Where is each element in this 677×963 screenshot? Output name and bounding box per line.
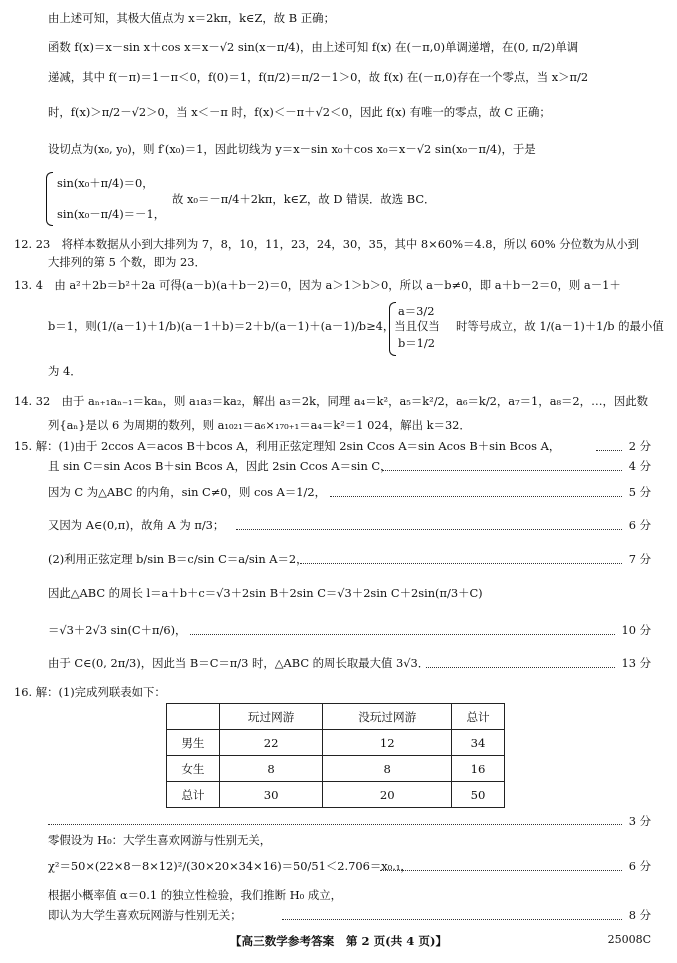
text-line: b＝1/2 <box>398 336 436 350</box>
text-line: 时等号成立，故 1/(a－1)＋1/b 的最小值 <box>456 319 664 333</box>
text-line: 零假设为 H₀：大学生喜欢网游与性别无关， <box>48 833 272 847</box>
table-cell: 20 <box>323 782 452 808</box>
text-line: 又因为 A∈(0,π)，故角 A 为 π/3； <box>48 518 225 532</box>
table-row <box>167 782 505 808</box>
table-cell: 16 <box>452 756 505 782</box>
brace <box>46 172 53 226</box>
answer-12: 12. 23 将样本数据从小到大排列为 7，8，10，11，23，24，30，35，其中 8×60%＝4.8，所以 60% 分位数为从小到 <box>14 237 639 251</box>
leader-dots <box>596 450 622 451</box>
table-cell: 30 <box>219 782 322 808</box>
table-cell: 22 <box>219 730 322 756</box>
text-line: b＝1，则(1/(a－1)＋1/b)(a－1＋b)＝2＋b/(a－1)＋(a－1)/b≥4，当且仅当 <box>48 319 440 333</box>
score: 8 分 <box>628 908 651 922</box>
score: 5 分 <box>628 485 651 499</box>
leader-dots <box>48 824 622 825</box>
text-line: 设切点为(x₀, y₀)，则 f′(x₀)＝1，因此切线为 y＝x－sin x₀＋cos x₀＝x－√2 sin(x₀－π/4)，于是 <box>48 142 536 156</box>
score: 4 分 <box>628 459 651 473</box>
brace <box>389 302 396 356</box>
score: 13 分 <box>621 656 651 670</box>
text-line: sin(x₀－π/4)＝－1， <box>57 207 166 221</box>
table-header-cell: 玩过网游 <box>219 704 322 730</box>
answer-14: 14. 32 由于 aₙ₊₁aₙ₋₁＝kaₙ，则 a₁a₃＝ka₂，解出 a₃＝2k，同理 a₄＝k²，a₅＝k²/2，a₆＝k/2，a₇＝1，a₈＝2，…，因此数 <box>14 394 649 408</box>
leader-dots <box>426 667 615 668</box>
text-line: (2)利用正弦定理 b/sin B＝c/sin C＝a/sin A＝2， <box>48 552 308 566</box>
text-line: 即认为大学生喜欢玩网游与性别无关； <box>48 908 242 922</box>
table-cell: 男生 <box>167 730 220 756</box>
text-line: 为 4． <box>48 364 82 378</box>
leader-dots <box>382 470 622 471</box>
text-line: 因此△ABC 的周长 l＝a＋b＋c＝√3＋2sin B＋2sin C＝√3＋2sin C＋2sin(π/3＋C) <box>48 586 483 600</box>
text-line: 根据小概率值 α＝0.1 的独立性检验，我们推断 H₀ 成立， <box>48 888 342 902</box>
score: 2 分 <box>628 439 651 453</box>
document-code: 25008C <box>607 933 651 946</box>
text-line: 由于 C∈(0, 2π/3)，因此当 B＝C＝π/3 时，△ABC 的周长取最大值 3√3． <box>48 656 430 670</box>
text-line: ＝√3＋2√3 sin(C＋π/6)， <box>48 623 187 637</box>
answer-15: 15. 解：(1)由于 2ccos A＝acos B＋bcos A，利用正弦定理知 2sin Ccos A＝sin Acos B＋sin Bcos A， <box>14 439 561 453</box>
leader-dots <box>330 496 622 497</box>
leader-dots <box>236 529 622 530</box>
score: 6 分 <box>628 859 651 873</box>
table-header-cell: 没玩过网游 <box>323 704 452 730</box>
table-cell: 总计 <box>167 782 220 808</box>
leader-dots <box>190 634 615 635</box>
text-line: 故 x₀＝－π/4＋2kπ，k∈Z，故 D 错误．故选 BC． <box>172 192 436 206</box>
text-line: 大排列的第 5 个数，即为 23． <box>48 255 206 269</box>
table-cell: 34 <box>452 730 505 756</box>
table-header-cell <box>167 704 220 730</box>
score: 10 分 <box>621 623 651 637</box>
table-cell: 8 <box>219 756 322 782</box>
text-line: 递减，其中 f(－π)＝1－π＜0，f(0)＝1，f(π/2)＝π/2－1＞0，故 f(x) 在(－π,0)存在一个零点，当 x＞π/2 <box>48 70 589 84</box>
table-cell: 8 <box>323 756 452 782</box>
leader-dots <box>300 563 622 564</box>
table-row <box>167 756 505 782</box>
text-line: a＝3/2 <box>398 304 435 318</box>
score: 6 分 <box>628 518 651 532</box>
text-line: 因为 C 为△ABC 的内角，sin C≠0，则 cos A＝1/2， <box>48 485 326 499</box>
table-header-cell: 总计 <box>452 704 505 730</box>
page-footer: 【高三数学参考答案 第 2 页(共 4 页)】 <box>229 934 448 948</box>
text-line: χ²＝50×(22×8－8×12)²/(30×20×34×16)＝50/51＜2.706＝x₀.₁， <box>48 859 412 873</box>
leader-dots <box>380 870 622 871</box>
contingency-table <box>166 703 505 808</box>
text-line: sin(x₀＋π/4)＝0， <box>57 176 154 190</box>
table-row <box>167 730 505 756</box>
text-line: 由上述可知，其极大值点为 x＝2kπ，k∈Z，故 B 正确； <box>48 11 335 25</box>
table-cell: 50 <box>452 782 505 808</box>
table-cell: 12 <box>323 730 452 756</box>
score: 7 分 <box>628 552 651 566</box>
text-line: 列{aₙ}是以 6 为周期的数列，则 a₁₀₂₁＝a₆×₁₇₀₊₁＝a₄＝k²＝1 024，解出 k＝32． <box>48 418 471 432</box>
table-cell: 女生 <box>167 756 220 782</box>
table-header-row <box>167 704 505 730</box>
score: 3 分 <box>628 814 651 828</box>
answer-16: 16. 解：(1)完成列联表如下： <box>14 685 166 699</box>
text-line: 且 sin C＝sin Acos B＋sin Bcos A，因此 2sin Ccos A＝sin C， <box>48 459 392 473</box>
text-line: 函数 f(x)＝x－sin x＋cos x＝x－√2 sin(x－π/4)，由上述可知 f(x) 在(－π,0)单调递增，在(0, π/2)单调 <box>48 40 579 54</box>
leader-dots <box>282 919 622 920</box>
text-line: 时，f(x)＞π/2－√2＞0，当 x＜－π 时，f(x)＜－π＋√2＜0，因此 f(x) 有唯一的零点，故 C 正确； <box>48 105 551 119</box>
answer-13: 13. 4 由 a²＋2b＝b²＋2a 可得(a－b)(a＋b－2)＝0，因为 a＞1＞b＞0，所以 a－b≠0，即 a＋b－2＝0，则 a－1＋ <box>14 278 621 292</box>
